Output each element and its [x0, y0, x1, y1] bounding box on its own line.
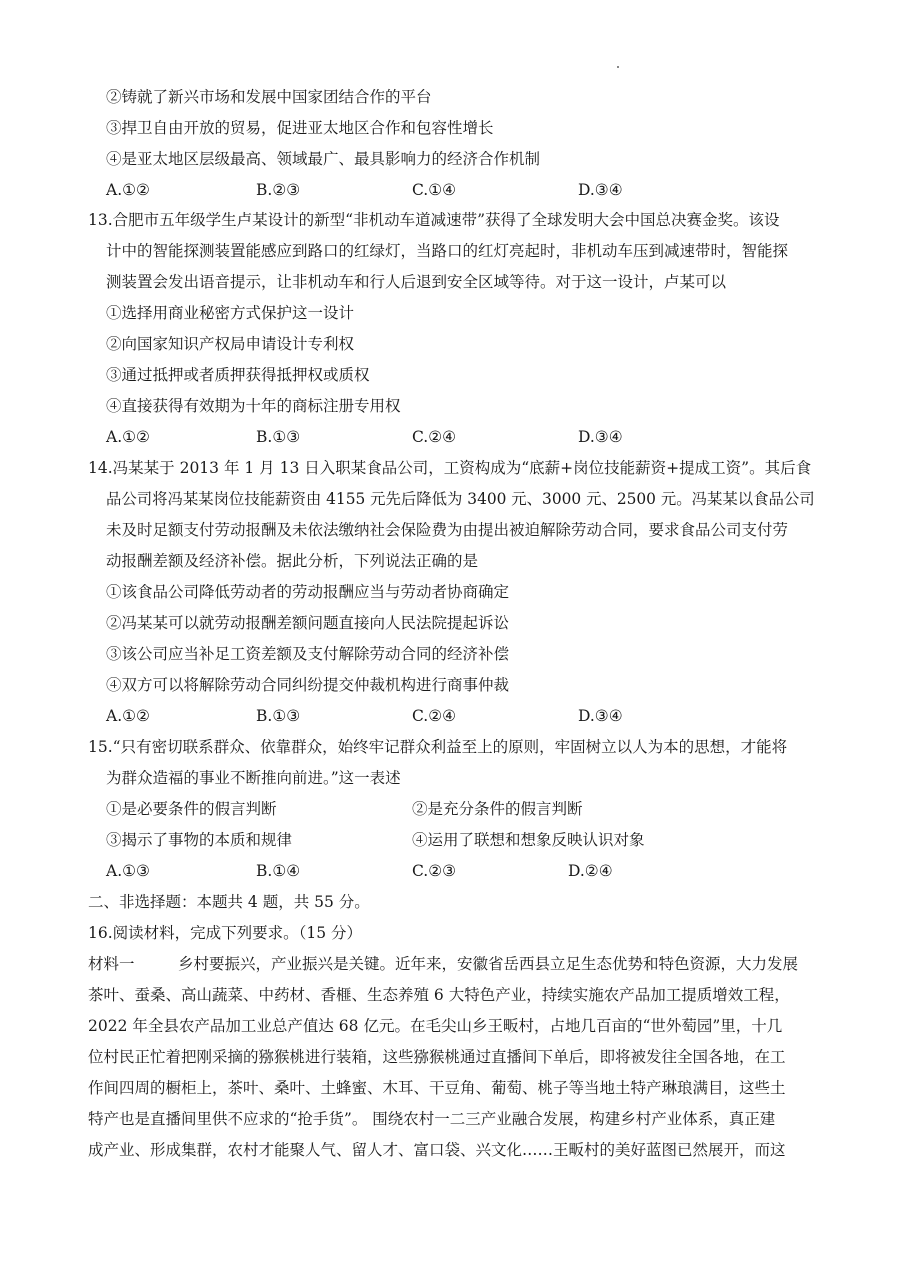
q12-option-4: ④是亚太地区层级最高、领域最广、最具影响力的经济合作机制: [106, 150, 541, 168]
material-line-4: 位村民正忙着把刚采摘的猕猴桃进行装箱，这些猕猴桃通过直播间下单后，即将被发往全国各地，在工: [88, 1048, 786, 1066]
material-line-6: 特产也是直播间里供不应求的“抢手货”。 围绕农村一二三产业融合发展，构建乡村产业体系，真正建: [88, 1110, 776, 1128]
scan-speck: [617, 66, 619, 68]
q13-option-1: ①选择用商业秘密方式保护这一设计: [106, 304, 355, 322]
material-line-1: 乡村要振兴，产业振兴是关键。近年来，安徽省岳西县立足生态优势和特色资源，大力发展: [178, 955, 799, 973]
q14-stem-line-2: 品公司将冯某某岗位技能薪资由 4155 元先后降低为 3400 元、3000 元、2500 元。冯某某以食品公司: [106, 490, 815, 508]
q12-option-2: ②铸就了新兴市场和发展中国家团结合作的平台: [106, 88, 432, 106]
q13-choice-c: C.②④: [412, 428, 457, 446]
q15-choice-b: B.①④: [256, 862, 301, 880]
q13-choice-b: B.①③: [256, 428, 301, 446]
material-label: 材料一: [88, 955, 135, 973]
q14-stem-line-4: 动报酬差额及经济补偿。据此分析，下列说法正确的是: [106, 552, 479, 570]
material-line-7: 成产业、形成集群，农村才能聚人气、留人才、富口袋、兴文化……王畈村的美好蓝图已然展开，而这: [88, 1141, 786, 1159]
q15-choice-d: D.②④: [568, 862, 613, 880]
q12-choice-a: A.①②: [106, 181, 150, 199]
q15-option-4: ④运用了联想和想象反映认识对象: [412, 831, 645, 849]
q15-stem-line-2: 为群众造福的事业不断推向前进。”这一表述: [106, 769, 401, 787]
q13-option-2: ②向国家知识产权局申请设计专利权: [106, 335, 355, 353]
q15-stem-line-1: 15.“只有密切联系群众、依靠群众，始终牢记群众利益至上的原则，牢固树立以人为本的思想，才能将: [88, 738, 788, 756]
q13-option-3: ③通过抵押或者质押获得抵押权或质权: [106, 366, 370, 384]
q14-stem-line-3: 未及时足额支付劳动报酬及未依法缴纳社会保险费为由提出被迫解除劳动合同，要求食品公司支付劳: [106, 521, 789, 539]
q13-stem-line-1: 13.合肥市五年级学生卢某设计的新型“非机动车道减速带”获得了全球发明大会中国总决赛金奖。该设: [88, 211, 780, 229]
q14-option-4: ④双方可以将解除劳动合同纠纷提交仲裁机构进行商事仲裁: [106, 676, 510, 694]
q15-option-3: ③揭示了事物的本质和规律: [106, 831, 293, 849]
q12-option-3: ③捍卫自由开放的贸易，促进亚太地区合作和包容性增长: [106, 119, 494, 137]
q13-option-4: ④直接获得有效期为十年的商标注册专用权: [106, 397, 401, 415]
q13-choice-a: A.①②: [106, 428, 150, 446]
material-line-5: 作间四周的橱柜上，茶叶、桑叶、土蜂蜜、木耳、干豆角、葡萄、桃子等当地土特产琳琅满目，这些土: [88, 1079, 786, 1097]
section-heading: 二、非选择题：本题共 4 题，共 55 分。: [88, 893, 370, 911]
material-line-2: 茶叶、蚕桑、高山蔬菜、中药材、香榧、生态养殖 6 大特色产业，持续实施农产品加工提质增效工程，: [88, 986, 790, 1004]
q13-stem-line-2: 计中的智能探测装置能感应到路口的红绿灯，当路口的红灯亮起时，非机动车压到减速带时，智能探: [106, 242, 789, 260]
q14-option-2: ②冯某某可以就劳动报酬差额问题直接向人民法院提起诉讼: [106, 614, 510, 632]
material-line-3: 2022 年全县农产品加工业总产值达 68 亿元。在毛尖山乡王畈村，占地几百亩的“世外萄园”里，十几: [88, 1017, 783, 1035]
q13-stem-line-3: 测装置会发出语音提示，让非机动车和行人后退到安全区域等待。对于这一设计，卢某可以: [106, 273, 727, 291]
q14-stem-line-1: 14.冯某某于 2013 年 1 月 13 日入职某食品公司，工资构成为“底薪+岗位技能薪资+提成工资”。其后食: [88, 459, 812, 477]
q12-choice-d: D.③④: [578, 181, 623, 199]
q12-choice-c: C.①④: [412, 181, 457, 199]
q15-option-2: ②是充分条件的假言判断: [412, 800, 583, 818]
q14-choice-d: D.③④: [578, 707, 623, 725]
q14-option-1: ①该食品公司降低劳动者的劳动报酬应当与劳动者协商确定: [106, 583, 510, 601]
q15-choice-a: A.①③: [106, 862, 150, 880]
q12-choice-b: B.②③: [256, 181, 301, 199]
q13-choice-d: D.③④: [578, 428, 623, 446]
q14-option-3: ③该公司应当补足工资差额及支付解除劳动合同的经济补偿: [106, 645, 510, 663]
q14-choice-b: B.①③: [256, 707, 301, 725]
q14-choice-a: A.①②: [106, 707, 150, 725]
q14-choice-c: C.②④: [412, 707, 457, 725]
q15-choice-c: C.②③: [412, 862, 457, 880]
q16-title: 16.阅读材料，完成下列要求。（15 分）: [88, 924, 363, 942]
q15-option-1: ①是必要条件的假言判断: [106, 800, 277, 818]
